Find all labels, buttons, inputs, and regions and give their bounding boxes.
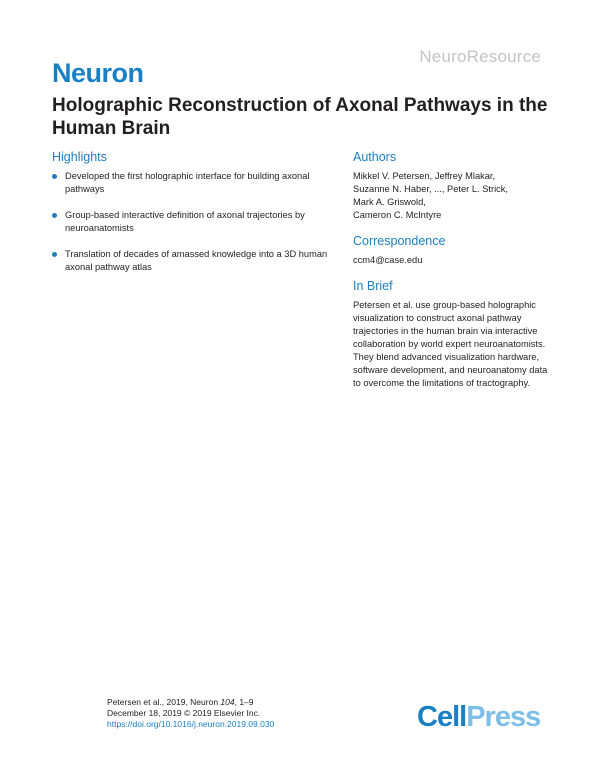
author-line: Mark A. Griswold, — [353, 197, 426, 207]
citation-block — [107, 697, 274, 730]
in-brief-text: Petersen et al. use group-based holographic visualization to construct axonal pathway trajectories in the human brain via interactive collaboration by world expert neuroanatomists. They blend advanced visualization hardware, software development, and neuroanatomy data to overcome the limitations of tractography. — [353, 300, 548, 388]
cellpress-logo — [417, 701, 540, 734]
highlight-text: Translation of decades of amassed knowledge into a 3D human axonal pathway atlas — [65, 249, 328, 272]
correspondence-section — [353, 234, 553, 267]
correspondence-heading: Correspondence — [353, 234, 446, 248]
logo-press: Press — [466, 701, 541, 733]
bullet-icon — [52, 174, 57, 179]
author-line: Cameron C. McIntyre — [353, 210, 442, 220]
correspondence-email[interactable]: ccm4@case.edu — [353, 255, 423, 265]
section-type-label: NeuroResource — [419, 47, 541, 66]
in-brief-heading: In Brief — [353, 279, 393, 293]
bullet-icon — [52, 252, 57, 257]
citation-date: December 18, 2019 © 2019 Elsevier Inc. — [107, 708, 261, 718]
bullet-icon — [52, 213, 57, 218]
author-line: Suzanne N. Haber, ..., Peter L. Strick, — [353, 184, 509, 194]
highlights-section — [52, 150, 342, 287]
highlight-text: Developed the first holographic interface for building axonal pathways — [65, 171, 310, 194]
authors-section — [353, 150, 553, 222]
highlights-list — [52, 170, 342, 274]
in-brief-section — [353, 279, 553, 390]
highlight-item — [52, 209, 342, 235]
highlight-item — [52, 248, 342, 274]
sidebar-info — [353, 150, 553, 402]
authors-heading: Authors — [353, 150, 397, 164]
doi-link[interactable]: https://doi.org/10.1016/j.neuron.2019.09.030 — [107, 719, 275, 729]
highlights-heading: Highlights — [52, 150, 107, 164]
citation-volume: 104 — [220, 697, 235, 707]
citation-prefix: Petersen et al., 2019, Neuron — [107, 697, 221, 707]
journal-name: Neuron — [52, 58, 144, 88]
highlight-text: Group-based interactive definition of axonal trajectories by neuroanatomists — [65, 210, 305, 233]
citation-line — [107, 697, 274, 708]
citation-pages: , 1–9 — [234, 697, 254, 707]
logo-cell: Cell — [417, 701, 467, 733]
highlight-item — [52, 170, 342, 196]
article-title: Holographic Reconstruction of Axonal Pathways in the Human Brain — [52, 95, 548, 139]
author-line: Mikkel V. Petersen, Jeffrey Mlakar, — [353, 171, 496, 181]
